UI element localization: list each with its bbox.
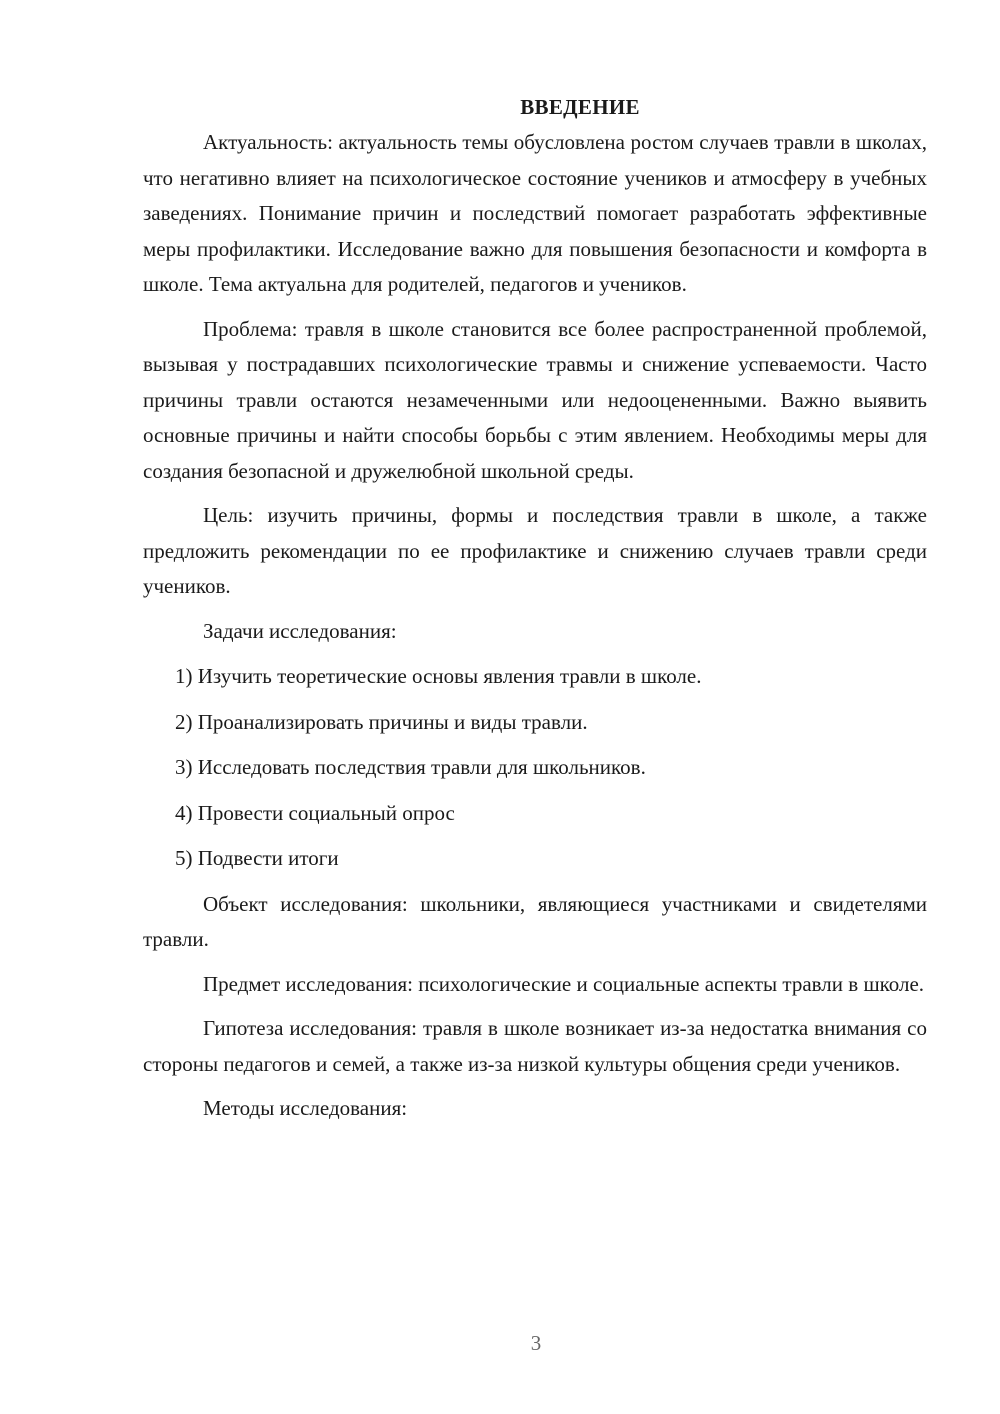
task-item: 4) Провести социальный опрос — [175, 800, 455, 825]
document-page — [143, 90, 927, 1137]
section-title: ВВЕДЕНИЕ — [520, 95, 640, 119]
tasks-list — [143, 659, 927, 877]
task-item: 2) Проанализировать причины и виды травли. — [175, 709, 588, 734]
subject-paragraph: Предмет исследования: психологические и социальные аспекты травли в школе. — [203, 971, 925, 996]
relevance-paragraph: Актуальность: актуальность темы обусловлена ростом случаев травли в школах, что негативно влияет на психологическое состояние учеников и атмосферу в учебных заведениях. Понимание причин и последствий помогает разработать эффективные меры профилактики. Исследование важно для повышения безопасности и комфорта в школе. Тема актуальна для родителей, педагогов и учеников. — [143, 130, 927, 296]
hypothesis-paragraph: Гипотеза исследования: травля в школе возникает из-за недостатка внимания со стороны педагогов и семей, а также из-за низкой культуры общения среди учеников. — [143, 1016, 927, 1076]
task-item: 5) Подвести итоги — [175, 846, 339, 870]
task-item: 3) Исследовать последствия травли для школьников. — [175, 755, 646, 779]
task-item: 1) Изучить теоретические основы явления травли в школе. — [175, 664, 702, 688]
object-paragraph: Объект исследования: школьники, являющиеся участниками и свидетелями травли. — [143, 891, 927, 951]
methods-heading: Методы исследования: — [203, 1096, 408, 1120]
goal-paragraph: Цель: изучить причины, формы и последствия травли в школе, а также предложить рекомендации по ее профилактике и снижению случаев травли среди учеников. — [143, 503, 927, 598]
tasks-heading: Задачи исследования: — [203, 618, 397, 643]
page-number: 3 — [530, 1331, 542, 1355]
problem-paragraph: Проблема: травля в школе становится все более распространенной проблемой, вызывая у пострадавших психологические травмы и снижение успеваемости. Часто причины травли остаются незамеченными или недооцененными. Важно выявить основные причины и найти способы борьбы с этим явлением. Необходимы меры для создания безопасной и дружелюбной школьной среды. — [143, 316, 927, 483]
